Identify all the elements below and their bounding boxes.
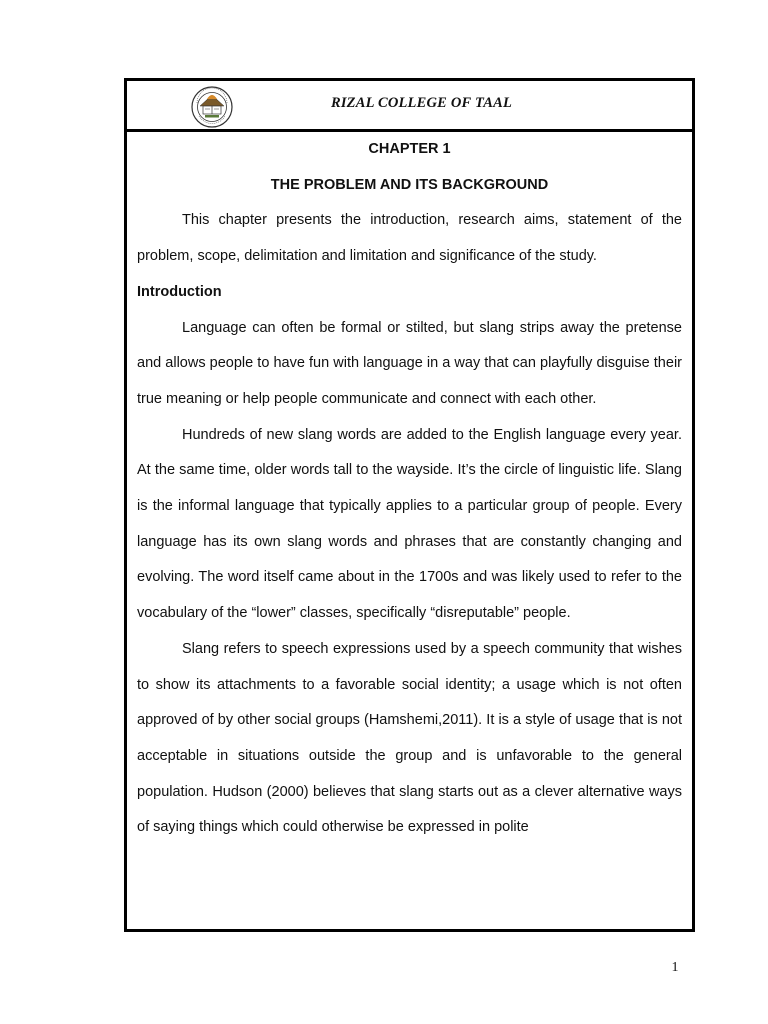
page-border-frame	[124, 78, 695, 932]
body-paragraph-2: Hundreds of new slang words are added to the English language every year. At the same time, older words tall to the wayside. It’s the circle of linguistic life. Slang is the informal language that typically applies to a particular group of people. Every language has its own slang words and phrases that are constantly changing and evolving. The word itself came about in the 1700s and was likely used to refer to the vocabulary of the “lower” classes, specifically “disreputable” people.	[137, 426, 682, 622]
page-header	[127, 81, 692, 132]
page-number: 1	[671, 960, 679, 975]
body-paragraph-3: Slang refers to speech expressions used by a speech community that wishes to show its attachments to a favorable social identity; a usage which is not often approved of by other social groups (Hamshemi,2011). It is a style of usage that is not acceptable in situations outside the group and is unfavorable to the general population. Hudson (2000) believes that slang starts out as a clever alternative ways of saying things which could otherwise be expressed in polite	[137, 640, 682, 836]
chapter-number: CHAPTER 1	[368, 141, 451, 157]
chapter-title: THE PROBLEM AND ITS BACKGROUND	[270, 176, 549, 193]
school-name: RIZAL COLLEGE OF TAAL	[330, 95, 513, 111]
body-paragraph-1: Language can often be formal or stilted, but slang strips away the pretense and allows people to have fun with language in a way that can playfully disguise their true meaning or help people communicate and connect with each other.	[137, 319, 682, 407]
document-body	[137, 132, 682, 846]
intro-paragraph: This chapter presents the introduction, research aims, statement of the problem, scope, delimitation and limitation and significance of the study.	[137, 212, 682, 265]
section-heading: Introduction	[137, 283, 222, 300]
